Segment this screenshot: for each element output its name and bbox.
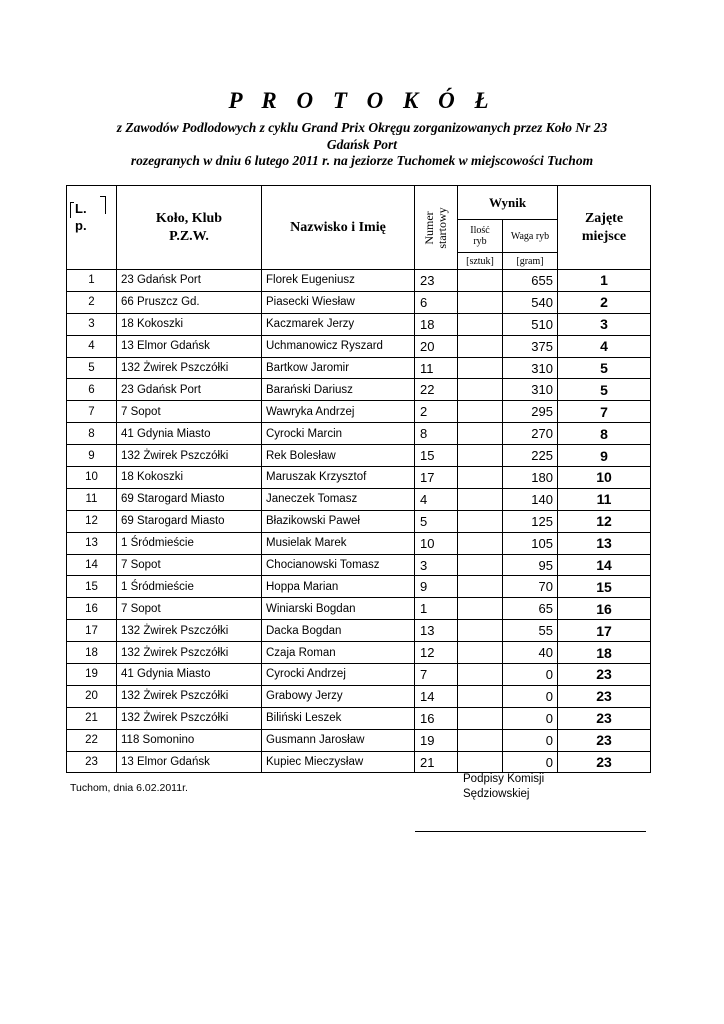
row-fish-count [458, 729, 503, 751]
row-club: 132 Żwirek Pszczółki [117, 642, 262, 664]
row-lp: 15 [67, 576, 117, 598]
row-lp: 12 [67, 510, 117, 532]
row-fish-count [458, 751, 503, 773]
row-start-number: 11 [415, 357, 458, 379]
row-fish-weight: 105 [503, 532, 558, 554]
row-place: 16 [558, 598, 651, 620]
row-start-number: 3 [415, 554, 458, 576]
row-fish-weight: 95 [503, 554, 558, 576]
row-lp: 23 [67, 751, 117, 773]
table-row [67, 401, 651, 423]
row-place: 23 [558, 664, 651, 686]
signature-line [415, 831, 646, 832]
row-club: 18 Kokoszki [117, 467, 262, 489]
row-start-number: 23 [415, 270, 458, 292]
row-place: 5 [558, 357, 651, 379]
row-place: 14 [558, 554, 651, 576]
table-row [67, 707, 651, 729]
row-start-number: 13 [415, 620, 458, 642]
row-name: Musielak Marek [262, 532, 415, 554]
table-row [67, 423, 651, 445]
row-name: Rek Bolesław [262, 445, 415, 467]
row-name: Florek Eugeniusz [262, 270, 415, 292]
table-row [67, 729, 651, 751]
row-fish-weight: 70 [503, 576, 558, 598]
row-start-number: 19 [415, 729, 458, 751]
row-fish-weight: 65 [503, 598, 558, 620]
subtitle-line-2: Gdańsk Port [326, 137, 398, 152]
row-fish-count [458, 510, 503, 532]
row-fish-count [458, 423, 503, 445]
row-name: Maruszak Krzysztof [262, 467, 415, 489]
row-fish-count [458, 401, 503, 423]
row-lp: 3 [67, 313, 117, 335]
row-name: Cyrocki Marcin [262, 423, 415, 445]
table-row [67, 554, 651, 576]
row-club: 7 Sopot [117, 401, 262, 423]
row-club: 132 Żwirek Pszczółki [117, 620, 262, 642]
row-lp: 10 [67, 467, 117, 489]
row-name: Grabowy Jerzy [262, 685, 415, 707]
row-club: 132 Żwirek Pszczółki [117, 707, 262, 729]
row-lp: 20 [67, 685, 117, 707]
table-row [67, 532, 651, 554]
row-fish-count [458, 664, 503, 686]
row-start-number: 1 [415, 598, 458, 620]
header-club: Koło, Klub P.Z.W. [117, 186, 262, 270]
row-place: 11 [558, 488, 651, 510]
row-club: 1 Śródmieście [117, 532, 262, 554]
row-fish-weight: 40 [503, 642, 558, 664]
subtitle-line-1: z Zawodów Podlodowych z cyklu Grand Prix Okręgu zorganizowanych przez Koło Nr 23 [116, 120, 608, 135]
row-club: 18 Kokoszki [117, 313, 262, 335]
footer-date: Tuchom, dnia 6.02.2011r. [70, 782, 188, 794]
row-fish-count [458, 313, 503, 335]
row-name: Kaczmarek Jerzy [262, 313, 415, 335]
header-lp: L. p. [67, 186, 117, 270]
row-lp: 8 [67, 423, 117, 445]
row-place: 23 [558, 707, 651, 729]
row-start-number: 15 [415, 445, 458, 467]
row-place: 17 [558, 620, 651, 642]
row-start-number: 7 [415, 664, 458, 686]
row-place: 3 [558, 313, 651, 335]
row-start-number: 16 [415, 707, 458, 729]
row-club: 132 Żwirek Pszczółki [117, 445, 262, 467]
row-lp: 14 [67, 554, 117, 576]
row-name: Piasecki Wiesław [262, 291, 415, 313]
table-row [67, 357, 651, 379]
row-fish-count [458, 467, 503, 489]
row-place: 23 [558, 751, 651, 773]
row-fish-weight: 510 [503, 313, 558, 335]
row-fish-count [458, 379, 503, 401]
row-name: Dacka Bogdan [262, 620, 415, 642]
row-start-number: 6 [415, 291, 458, 313]
row-place: 15 [558, 576, 651, 598]
row-name: Błazikowski Paweł [262, 510, 415, 532]
row-club: 132 Żwirek Pszczółki [117, 685, 262, 707]
row-place: 13 [558, 532, 651, 554]
bracket-right-mark [100, 196, 106, 214]
subtitle-line-3: rozegranych w dniu 6 lutego 2011 r. na jeziorze Tuchomek w miejscowości Tuchom [130, 153, 594, 168]
row-fish-weight: 125 [503, 510, 558, 532]
row-club: 41 Gdynia Miasto [117, 664, 262, 686]
row-lp: 21 [67, 707, 117, 729]
row-name: Chocianowski Tomasz [262, 554, 415, 576]
row-place: 5 [558, 379, 651, 401]
row-club: 13 Elmor Gdańsk [117, 335, 262, 357]
row-start-number: 5 [415, 510, 458, 532]
row-fish-weight: 295 [503, 401, 558, 423]
table-row [67, 598, 651, 620]
row-fish-weight: 180 [503, 467, 558, 489]
header-count-unit: [sztuk] [458, 253, 503, 270]
row-fish-count [458, 335, 503, 357]
row-fish-count [458, 291, 503, 313]
row-start-number: 8 [415, 423, 458, 445]
row-start-number: 4 [415, 488, 458, 510]
row-fish-weight: 375 [503, 335, 558, 357]
row-fish-count [458, 554, 503, 576]
bracket-left-mark [70, 202, 74, 218]
row-name: Czaja Roman [262, 642, 415, 664]
header-name: Nazwisko i Imię [262, 186, 415, 270]
table-row [67, 642, 651, 664]
row-start-number: 22 [415, 379, 458, 401]
row-club: 118 Somonino [117, 729, 262, 751]
row-name: Uchmanowicz Ryszard [262, 335, 415, 357]
row-fish-count [458, 598, 503, 620]
row-fish-weight: 0 [503, 707, 558, 729]
table-row [67, 576, 651, 598]
row-lp: 18 [67, 642, 117, 664]
row-lp: 19 [67, 664, 117, 686]
row-place: 18 [558, 642, 651, 664]
row-fish-weight: 310 [503, 357, 558, 379]
row-name: Janeczek Tomasz [262, 488, 415, 510]
row-lp: 17 [67, 620, 117, 642]
row-club: 23 Gdańsk Port [117, 270, 262, 292]
row-fish-count [458, 357, 503, 379]
row-club: 13 Elmor Gdańsk [117, 751, 262, 773]
table-row [67, 335, 651, 357]
row-name: Kupiec Mieczysław [262, 751, 415, 773]
row-name: Bartkow Jaromir [262, 357, 415, 379]
row-club: 23 Gdańsk Port [117, 379, 262, 401]
row-club: 7 Sopot [117, 554, 262, 576]
row-start-number: 2 [415, 401, 458, 423]
row-name: Gusmann Jarosław [262, 729, 415, 751]
row-place: 9 [558, 445, 651, 467]
row-name: Wawryka Andrzej [262, 401, 415, 423]
row-club: 69 Starogard Miasto [117, 510, 262, 532]
row-name: Biliński Leszek [262, 707, 415, 729]
row-fish-weight: 0 [503, 751, 558, 773]
row-place: 12 [558, 510, 651, 532]
row-fish-count [458, 532, 503, 554]
document-subtitle [40, 119, 684, 153]
row-club: 69 Starogard Miasto [117, 488, 262, 510]
row-start-number: 18 [415, 313, 458, 335]
row-lp: 6 [67, 379, 117, 401]
header-fish-count: Ilość ryb [458, 220, 503, 253]
row-name: Hoppa Marian [262, 576, 415, 598]
row-place: 7 [558, 401, 651, 423]
row-lp: 5 [67, 357, 117, 379]
table-row [67, 510, 651, 532]
row-fish-weight: 540 [503, 291, 558, 313]
row-fish-count [458, 707, 503, 729]
row-fish-weight: 225 [503, 445, 558, 467]
row-place: 2 [558, 291, 651, 313]
header-place: Zajęte miejsce [558, 186, 651, 270]
row-start-number: 14 [415, 685, 458, 707]
row-fish-count [458, 576, 503, 598]
row-name: Winiarski Bogdan [262, 598, 415, 620]
row-fish-weight: 0 [503, 664, 558, 686]
row-start-number: 10 [415, 532, 458, 554]
table-row [67, 467, 651, 489]
footer-signatures-label: Podpisy Komisji Sędziowskiej [463, 773, 545, 800]
row-lp: 1 [67, 270, 117, 292]
document-title: P R O T O K Ó Ł [228, 88, 496, 113]
row-place: 23 [558, 685, 651, 707]
header-fish-weight: Waga ryb [503, 220, 558, 253]
header-result: Wynik [458, 186, 558, 220]
row-fish-weight: 140 [503, 488, 558, 510]
row-fish-count [458, 642, 503, 664]
row-fish-weight: 310 [503, 379, 558, 401]
row-club: 66 Pruszcz Gd. [117, 291, 262, 313]
table-row [67, 445, 651, 467]
row-name: Barański Dariusz [262, 379, 415, 401]
row-fish-count [458, 685, 503, 707]
row-lp: 16 [67, 598, 117, 620]
row-start-number: 12 [415, 642, 458, 664]
row-start-number: 17 [415, 467, 458, 489]
results-table [66, 185, 651, 773]
row-fish-weight: 0 [503, 685, 558, 707]
results-body [67, 270, 651, 773]
header-start-number: Numer startowy [415, 186, 458, 270]
row-start-number: 21 [415, 751, 458, 773]
row-club: 7 Sopot [117, 598, 262, 620]
row-lp: 11 [67, 488, 117, 510]
table-row [67, 270, 651, 292]
row-club: 1 Śródmieście [117, 576, 262, 598]
row-lp: 13 [67, 532, 117, 554]
row-start-number: 9 [415, 576, 458, 598]
row-start-number: 20 [415, 335, 458, 357]
table-row [67, 313, 651, 335]
row-fish-weight: 0 [503, 729, 558, 751]
row-fish-count [458, 445, 503, 467]
table-row [67, 620, 651, 642]
table-row [67, 488, 651, 510]
table-row [67, 291, 651, 313]
row-lp: 9 [67, 445, 117, 467]
table-row [67, 379, 651, 401]
row-lp: 7 [67, 401, 117, 423]
row-fish-weight: 655 [503, 270, 558, 292]
row-lp: 2 [67, 291, 117, 313]
row-place: 1 [558, 270, 651, 292]
row-place: 8 [558, 423, 651, 445]
table-row [67, 685, 651, 707]
row-club: 41 Gdynia Miasto [117, 423, 262, 445]
row-lp: 4 [67, 335, 117, 357]
row-fish-weight: 270 [503, 423, 558, 445]
row-place: 23 [558, 729, 651, 751]
row-fish-weight: 55 [503, 620, 558, 642]
row-fish-count [458, 270, 503, 292]
row-place: 4 [558, 335, 651, 357]
row-club: 132 Żwirek Pszczółki [117, 357, 262, 379]
row-fish-count [458, 620, 503, 642]
table-row [67, 751, 651, 773]
table-row [67, 664, 651, 686]
row-name: Cyrocki Andrzej [262, 664, 415, 686]
row-fish-count [458, 488, 503, 510]
header-weight-unit: [gram] [503, 253, 558, 270]
row-place: 10 [558, 467, 651, 489]
row-lp: 22 [67, 729, 117, 751]
